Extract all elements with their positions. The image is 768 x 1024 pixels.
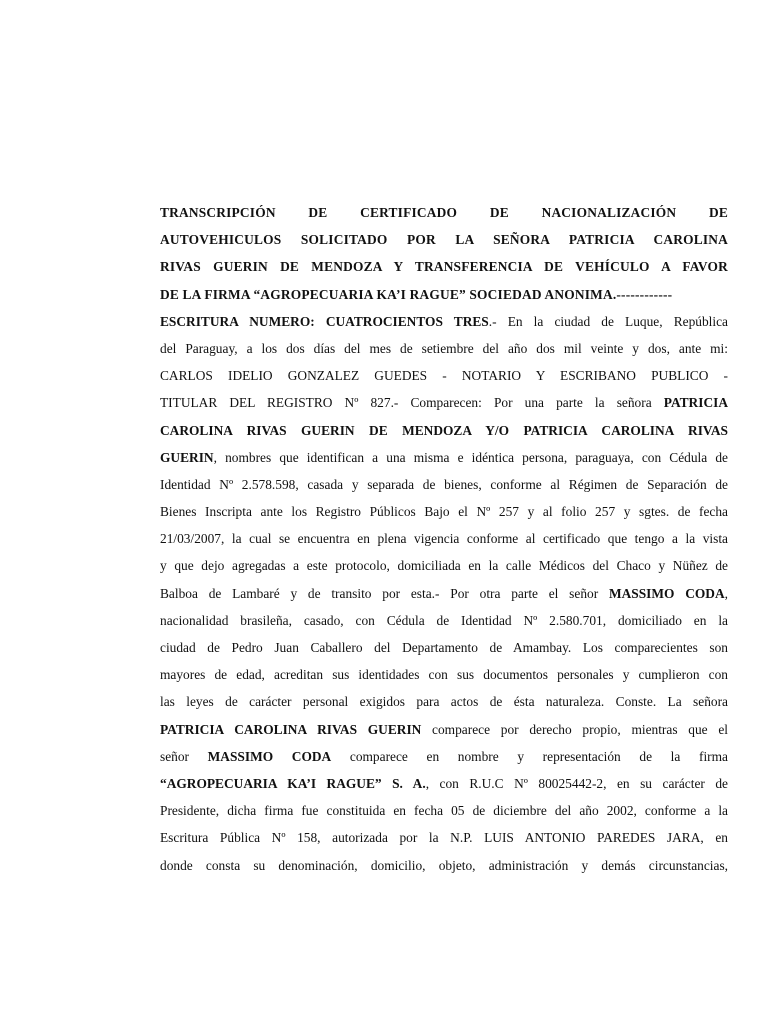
body-line-13: 21/03/2007, la cual se encuentra en plena vigencia conforme al certificado que tengo a la vista bbox=[160, 531, 728, 547]
body-line-9: CAROLINA RIVAS GUERIN DE MENDOZA Y/O PATRICIA CAROLINA RIVAS bbox=[160, 422, 728, 438]
body-text: señor bbox=[160, 748, 190, 764]
body-line-6: del Paraguay, a los dos días del mes de setiembre del año dos mil veinte y dos, ante mi: bbox=[160, 340, 728, 356]
deed-text-block bbox=[160, 199, 728, 879]
body-line-18: mayores de edad, acreditan sus identidades con sus documentos personales y cumplieron con bbox=[160, 667, 728, 683]
body-text: Balboa de Lambaré y de transito por esta.- Por otra parte el señor bbox=[160, 585, 599, 601]
body-line-25: donde consta su denominación, domicilio, objeto, administración y demás circunstancias, bbox=[160, 857, 728, 873]
body-line-23: Presidente, dicha firma fue constituida en fecha 05 de diciembre del año 2002, conforme a la bbox=[160, 803, 728, 819]
body-text: , con R.U.C Nº 80025442-2, en su carácter de bbox=[425, 775, 728, 791]
body-line-15 bbox=[160, 580, 728, 607]
body-line-16: nacionalidad brasileña, casado, con Cédula de Identidad Nº 2.580.701, domiciliado en la bbox=[160, 612, 728, 628]
body-line-11: Identidad Nº 2.578.598, casada y separada de bienes, conforme al Régimen de Separación de bbox=[160, 476, 728, 492]
body-line-7: CARLOS IDELIO GONZALEZ GUEDES - NOTARIO Y ESCRIBANO PUBLICO - bbox=[160, 368, 728, 384]
body-line-21 bbox=[160, 743, 728, 770]
body-text: comparece por derecho propio, mientras que el bbox=[421, 721, 728, 737]
party-name: MASSIMO CODA bbox=[207, 748, 332, 764]
body-line-19: las leyes de carácter personal exigidos para actos de ésta naturaleza. Conste. La señora bbox=[160, 694, 728, 710]
body-line-22 bbox=[160, 770, 728, 797]
body-line-8 bbox=[160, 389, 728, 416]
company-name: “AGROPECUARIA KA’I RAGUE” S. A. bbox=[160, 775, 426, 791]
body-line-10 bbox=[160, 444, 728, 471]
title-line-2: AUTOVEHICULOS SOLICITADO POR LA SEÑORA PATRICIA CAROLINA bbox=[160, 232, 728, 248]
body-line-12: Bienes Inscripta ante los Registro Públicos Bajo el Nº 257 y al folio 257 y sgtes. de fecha bbox=[160, 504, 728, 520]
party-name: MASSIMO CODA bbox=[608, 585, 725, 601]
body-text: comparece en nombre y representación de la firma bbox=[349, 748, 728, 764]
title-line-1: TRANSCRIPCIÓN DE CERTIFICADO DE NACIONALIZACIÓN DE bbox=[160, 205, 728, 220]
body-line-14: y que dejo agregadas a este protocolo, domiciliada en la calle Médicos del Chaco y Nüñez de bbox=[160, 558, 728, 574]
deed-number: ESCRITURA NUMERO: CUATROCIENTOS TRES bbox=[160, 313, 489, 329]
body-text: , bbox=[724, 585, 728, 601]
body-text: .- En la ciudad de Luque, República bbox=[488, 313, 728, 329]
body-line-17: ciudad de Pedro Juan Caballero del Departamento de Amambay. Los comparecientes son bbox=[160, 640, 728, 655]
party-name: GUERIN bbox=[160, 449, 214, 465]
party-name: PATRICIA bbox=[663, 395, 728, 411]
body-line-20 bbox=[160, 716, 728, 743]
party-name: PATRICIA CAROLINA RIVAS GUERIN bbox=[160, 721, 422, 737]
body-text: , nombres que identifican a una misma e idéntica persona, paraguaya, con Cédula de bbox=[213, 449, 728, 465]
body-text: TITULAR DEL REGISTRO Nº 827.- Comparecen: Por una parte la señora bbox=[160, 395, 652, 411]
body-line-5 bbox=[160, 308, 728, 335]
body-line-24: Escritura Pública Nº 158, autorizada por la N.P. LUIS ANTONIO PAREDES JARA, en bbox=[160, 830, 728, 846]
title-line-3: RIVAS GUERIN DE MENDOZA Y TRANSFERENCIA DE VEHÍCULO A FAVOR bbox=[160, 259, 728, 275]
title-line-4: DE LA FIRMA “AGROPECUARIA KA’I RAGUE” SOCIEDAD ANONIMA.------------ bbox=[160, 286, 673, 302]
